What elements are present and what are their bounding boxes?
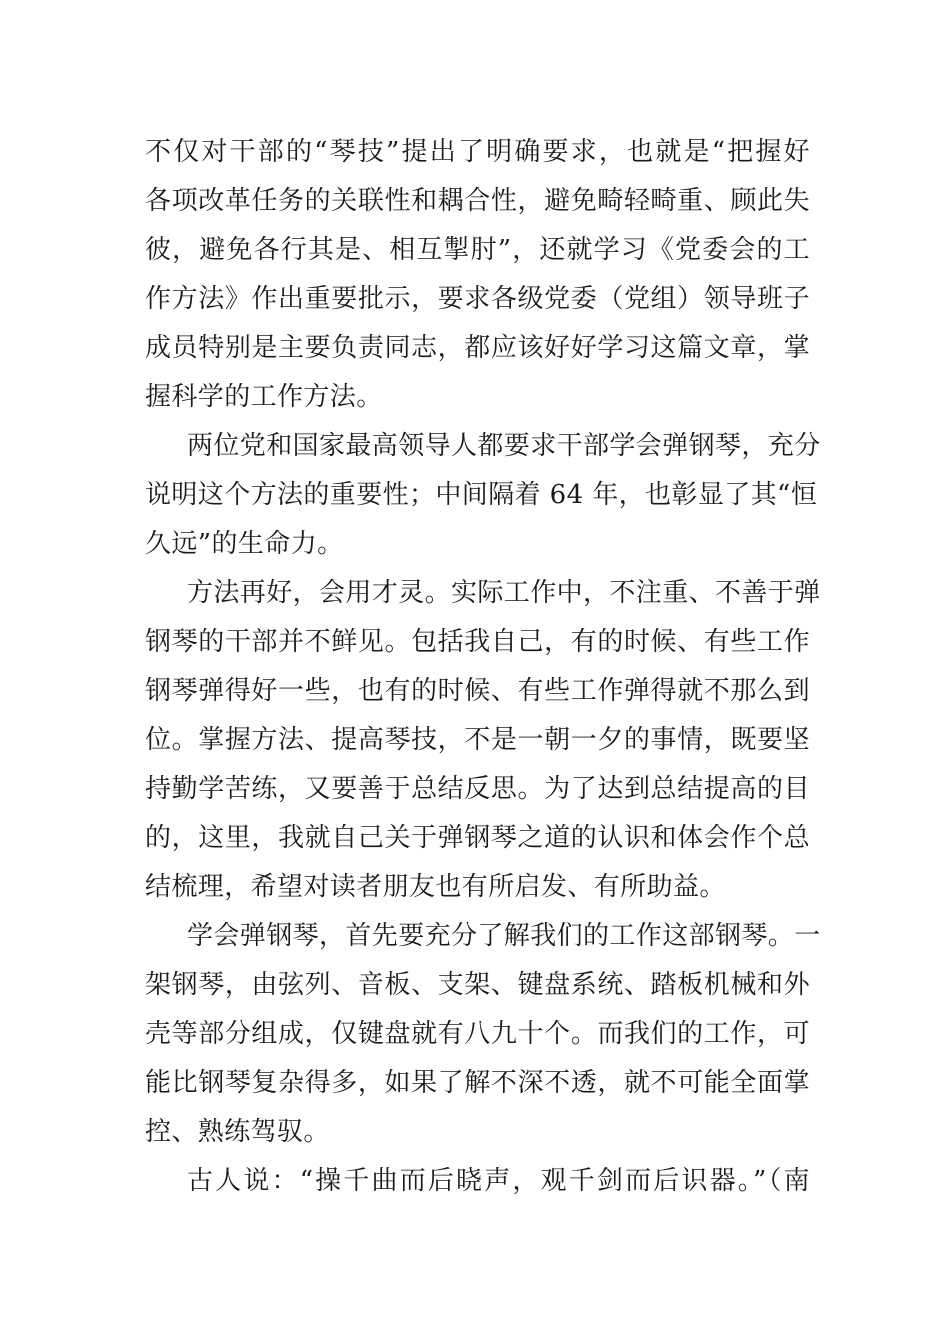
paragraph-5 <box>145 1157 810 1206</box>
document-body <box>145 128 821 1206</box>
text-line: 壳等部分组成，仅键盘就有八九十个。而我们的工作，可 <box>145 1019 810 1049</box>
text-line: 方法再好，会用才灵。实际工作中，不注重、不善于弹 <box>187 578 821 608</box>
paragraph-1 <box>145 128 810 422</box>
text-line: 架钢琴，由弦列、音板、支架、键盘系统、踏板机械和外 <box>145 970 810 1000</box>
text-line: 的，这里，我就自己关于弹钢琴之道的认识和体会作个总 <box>145 823 810 853</box>
text-line: 钢琴的干部并不鲜见。包括我自己，有的时候、有些工作 <box>145 627 810 657</box>
text-line: 结梳理，希望对读者朋友也有所启发、有所助益。 <box>145 872 726 902</box>
text-line: 钢琴弹得好一些，也有的时候、有些工作弹得就不那么到 <box>145 676 810 706</box>
paragraph-2 <box>145 422 821 569</box>
text-line: 学会弹钢琴，首先要充分了解我们的工作这部钢琴。一 <box>187 921 821 951</box>
text-line: 不仅对干部的“琴技”提出了明确要求，也就是“把握好 <box>145 137 810 167</box>
text-line: 作方法》作出重要批示，要求各级党委（党组）领导班子 <box>145 284 810 314</box>
text-line: 古人说：“操千曲而后晓声，观千剑而后识器。”（南 <box>187 1166 810 1196</box>
text-line: 能比钢琴复杂得多，如果了解不深不透，就不可能全面掌 <box>145 1068 810 1098</box>
text-line: 持勤学苦练，又要善于总结反思。为了达到总结提高的目 <box>145 774 810 804</box>
text-line: 久远”的生命力。 <box>145 529 344 559</box>
text-line: 位。掌握方法、提高琴技，不是一朝一夕的事情，既要坚 <box>145 725 810 755</box>
text-line: 说明这个方法的重要性；中间隔着 64 年，也彰显了其“恒 <box>145 480 818 510</box>
text-line: 成员特别是主要负责同志，都应该好好学习这篇文章，掌 <box>145 333 810 363</box>
text-line: 两位党和国家最高领导人都要求干部学会弹钢琴，充分 <box>187 431 821 461</box>
paragraph-4 <box>145 912 821 1157</box>
text-line: 握科学的工作方法。 <box>145 382 383 412</box>
text-line: 各项改革任务的关联性和耦合性，避免畸轻畸重、顾此失 <box>145 186 810 216</box>
text-line: 控、熟练驾驭。 <box>145 1117 330 1147</box>
paragraph-3 <box>145 569 821 912</box>
text-line: 彼，避免各行其是、相互掣肘”，还就学习《党委会的工 <box>145 235 810 265</box>
